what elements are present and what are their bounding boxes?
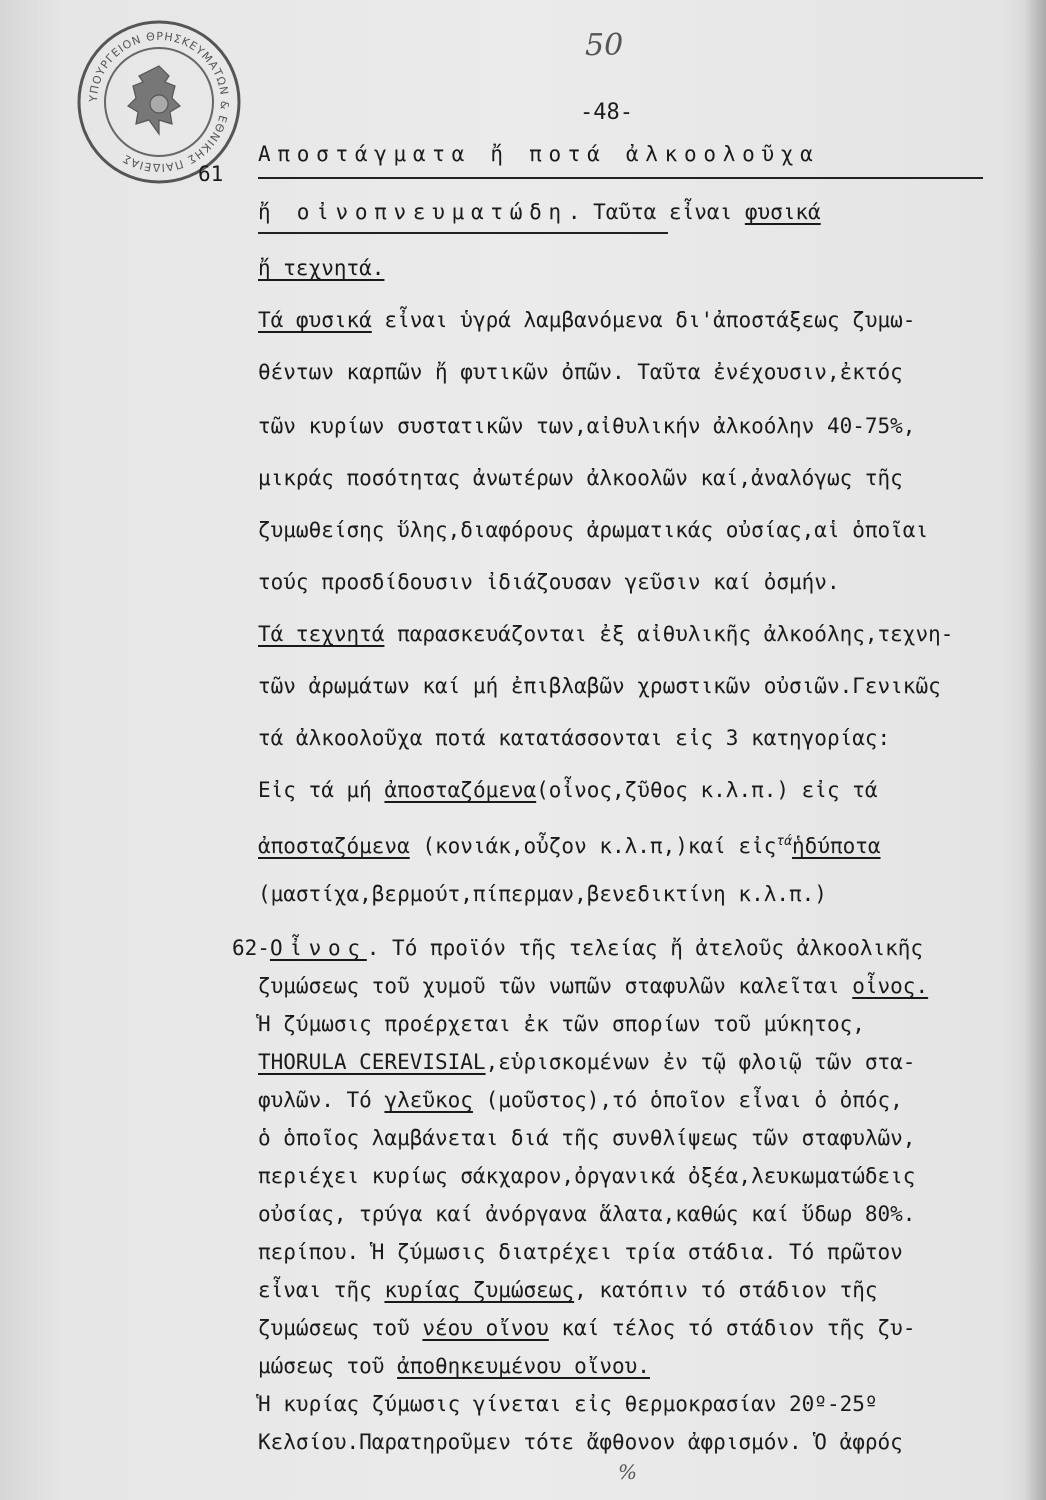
s62-kyrias-zymoseos-term: κυρίας ζυμώσεως: [384, 1278, 575, 1302]
s61-para-line-11: [258, 828, 998, 860]
s62-gleukos-term: γλεῦκος: [384, 1088, 473, 1112]
s62-l10-text: εἶναι τῆς: [258, 1278, 385, 1302]
section-number-61: 61: [198, 162, 224, 186]
s62-line-7: περιέχει κυρίως σάκχαρον,ὀργανικά ὀξέα,λευκωματώδεις: [258, 1164, 916, 1188]
s62-heading-oinos: Οἶνος: [269, 936, 367, 960]
s61-para-line-1: [258, 306, 998, 334]
s61-physika-label: Τά φυσικά: [258, 308, 372, 332]
s62-l4-text: ,εὑρισκομένων ἐν τῷ φλοιῷ τῶν στα-: [485, 1050, 916, 1074]
s61-line-3: [258, 254, 998, 282]
s62-line-11-l11_b: νέου οἴνου: [422, 1316, 549, 1340]
s61-para-line-12: (μαστίχα,βερμούτ,πίπερμαν,βενεδικτίνη κ.λ.π.): [258, 882, 827, 906]
s61-apostazomena-term-2: ἀποσταζόμενα: [258, 834, 410, 858]
s62-heading-line: [232, 934, 972, 962]
s61-para-line-4: μικράς ποσότητας ἀνωτέρων ἀλκοολῶν καί,ἀναλόγως τῆς: [258, 466, 903, 490]
s62-line-12-l12_b: ἀποθηκευμένου οἴνου.: [397, 1354, 650, 1378]
s62-heading-rest: . Τό προϊόν τῆς τελείας ἤ ἀτελοῦς ἀλκοολικῆς: [366, 936, 924, 960]
s62-line-11-l11_a: ζυμώσεως τοῦ: [258, 1316, 423, 1340]
s62-line-8: οὐσίας, τρύγα καί ἀνόργανα ἅλατα,καθώς καί ὕδωρ 80%.: [258, 1202, 916, 1226]
s61-apostazomena-term: ἀποσταζόμενα: [384, 778, 537, 802]
s61-para-line-2: θέντων καρπῶν ἤ φυτικῶν ὀπῶν. Ταῦτα ἐνέχουσιν,ἐκτός: [258, 360, 903, 384]
s62-line-12: [258, 1352, 998, 1380]
s62-line-5: [258, 1086, 998, 1114]
heading-underline-1: [258, 177, 983, 179]
s61-heading-line-2: [258, 198, 998, 226]
section-number-62: 62-: [232, 936, 270, 960]
folio-number: 50: [585, 28, 624, 63]
s61-p7-text: παρασκευάζονται ἐξ αἰθυλικῆς ἀλκοόλης,τεχνη-: [384, 622, 954, 646]
s62-line-11: [258, 1314, 998, 1342]
s62-oinos-term: οἶνος.: [852, 974, 929, 998]
s62-line-14: [258, 1428, 998, 1456]
s61-para-line-9: τά ἀλκοολοῦχα ποτά κατατάσσονται εἰς 3 κατηγορίας:: [258, 726, 891, 750]
s61-technita-label: Τά τεχνητά: [258, 622, 385, 646]
s62-line-11-l11_c: καί τέλος τό στάδιον τῆς ζυ-: [548, 1316, 916, 1340]
s62-line-3: Ἡ ζύμωσις προέρχεται ἐκ τῶν σπορίων τοῦ μύκητος,: [258, 1012, 865, 1036]
s61-p11-text: (κονιάκ,οὖζον κ.λ.π,)καί εἰς: [409, 834, 777, 858]
s61-p10-rest: (οἶνος,ζῦθος κ.λ.π.) εἰς τά: [536, 778, 878, 802]
s62-line-6: ὁ ὁποῖος λαμβάνεται διά τῆς συνθλίψεως τῶν σταφυλῶν,: [258, 1126, 916, 1150]
s61-technita-term: ἤ τεχνητά.: [258, 256, 385, 280]
s62-line-13: [258, 1390, 998, 1418]
s61-p10-text: Εἰς τά μή: [258, 778, 385, 802]
s62-l5-text: φυλῶν. Τό: [258, 1088, 385, 1112]
s62-l10-rest: , κατόπιν τό στάδιον τῆς: [574, 1278, 878, 1302]
s61-para-line-3: τῶν κυρίων συστατικῶν των,αἰθυλικήν ἀλκοόλην 40-75%,: [258, 414, 916, 438]
s61-p1-text: εἶναι ὑγρά λαμβανόμενα δι'ἀποστάξεως ζυμω-: [371, 308, 916, 332]
heading-underline-2: [258, 232, 668, 234]
page-number: -48-: [580, 100, 633, 125]
s61-heading-line-1: [258, 140, 998, 168]
s61-hydypota-term: ἡδύποτα: [792, 834, 881, 858]
s62-line-2: [258, 972, 998, 1000]
s61-para-line-6: τούς προσδίδουσιν ἰδιάζουσαν γεῦσιν καί ὀσμήν.: [258, 570, 840, 594]
s62-line-13-l13: Ἡ κυρίας ζύμωσις γίνεται εἰς θερμοκρασίαν 20º-25º: [258, 1392, 878, 1416]
s62-l2-text: ζυμώσεως τοῦ χυμοῦ τῶν νωπῶν σταφυλῶν καλεῖται: [258, 974, 853, 998]
s61-para-line-10: [258, 776, 998, 804]
s62-line-14-l14: Κελσίου.Παρατηροῦμεν τότε ἄφθονον ἀφρισμόν. Ὁ ἀφρός: [258, 1430, 903, 1454]
s62-thorula-term: THORULA CEREVISIAL: [258, 1050, 486, 1074]
stamp-text: ΥΠΟΥΡΓΕΙΟΝ ΘΡΗΣΚΕΥΜΑΤΩΝ & ΕΘΝΙΚΗΣ ΠΑΙΔΕΙΑΣ: [86, 29, 232, 175]
s61-para-line-7: [258, 620, 998, 648]
s62-line-12-l12_a: μώσεως τοῦ: [258, 1354, 398, 1378]
s62-line-9: περίπου. Ἡ ζύμωσις διατρέχει τρία στάδια. Τό πρῶτον: [258, 1240, 903, 1264]
s61-para-line-5: ζυμωθείσης ὕλης,διαφόρους ἀρωματικάς οὐσίας,αἱ ὁποῖαι: [258, 518, 929, 542]
s61-physika-term: φυσικά: [744, 200, 821, 224]
bottom-margin-mark: %: [618, 1460, 638, 1484]
s61-line2-rest: . Ταῦτα εἶναι: [567, 200, 745, 224]
s62-l5-rest: (μοῦστος),τό ὁποῖον εἶναι ὁ ὀπός,: [472, 1088, 903, 1112]
s61-heading-text: Αποστάγματα ἤ ποτά ἀλκοολοῦχα: [258, 142, 820, 166]
s62-line-4: [258, 1048, 998, 1076]
s61-para-line-8: τῶν ἀρωμάτων καί μή ἐπιβλαβῶν χρωστικῶν οὐσιῶν.Γενικῶς: [258, 674, 941, 698]
s62-line-10: [258, 1276, 998, 1304]
s61-handwritten-insert: τά: [776, 834, 793, 849]
s61-heading-text-2: ἤ οἰνοπνευματώδη: [258, 200, 568, 224]
